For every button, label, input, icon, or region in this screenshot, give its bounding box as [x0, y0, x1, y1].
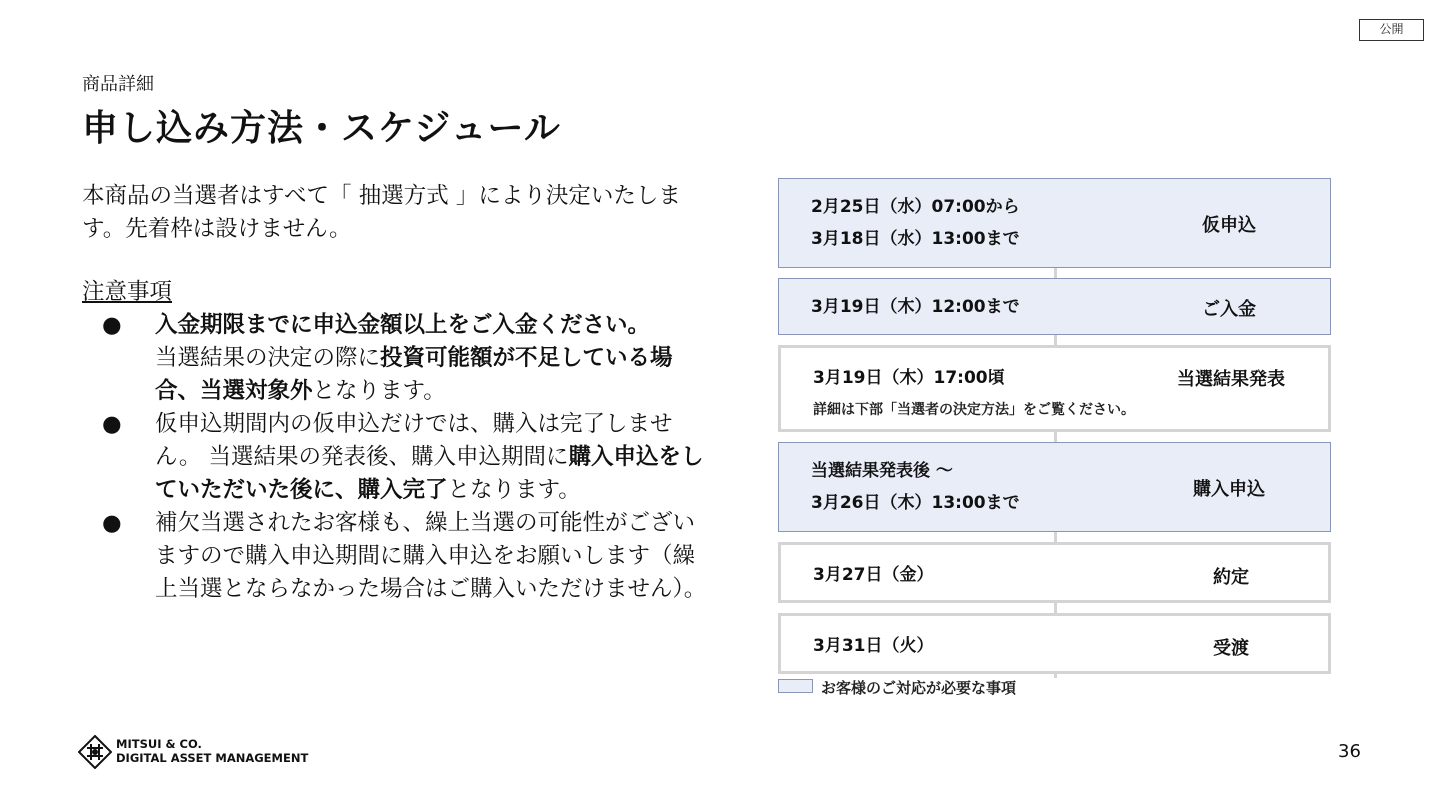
- schedule-date: 2月25日（水）07:00から: [811, 197, 1020, 217]
- note-text: 購入申込をしていただいた後に、購入完了: [155, 444, 704, 503]
- schedule-label: 仮申込: [1202, 215, 1256, 236]
- schedule-step: [778, 278, 1331, 335]
- note-text: 当選結果の決定の際に: [155, 345, 381, 371]
- page-number: 36: [1338, 741, 1361, 762]
- schedule-date: 3月27日（金）: [813, 565, 934, 585]
- bullet-icon: ●: [102, 312, 122, 338]
- schedule-label: 受渡: [1213, 638, 1249, 659]
- schedule-date: 3月19日（木）12:00まで: [811, 297, 1020, 317]
- page-title: 申し込み方法・スケジュール: [82, 108, 561, 149]
- logo-line-1: MITSUI & CO.: [116, 737, 202, 751]
- schedule-date: 当選結果発表後 〜: [811, 461, 953, 481]
- public-badge: 公開: [1359, 19, 1424, 41]
- note-text: 仮申込期間内の仮申込だけでは、購入は完了しません。 当選結果の発表後、購入申込期間に: [155, 411, 673, 470]
- schedule-date: 3月19日（木）17:00頃: [813, 368, 1005, 388]
- legend-swatch: [778, 679, 813, 693]
- schedule-step: [778, 613, 1331, 674]
- bullet-icon: ●: [102, 510, 122, 536]
- schedule-date: 3月26日（木）13:00まで: [811, 493, 1020, 513]
- schedule-step: [778, 345, 1331, 432]
- note-text: となります。: [447, 477, 581, 503]
- schedule-date: 3月18日（水）13:00まで: [811, 229, 1020, 249]
- schedule-date: 3月31日（火）: [813, 636, 934, 656]
- note-item: [82, 309, 717, 408]
- schedule-label: 購入申込: [1193, 479, 1265, 500]
- schedule-note: 詳細は下部「当選者の決定方法」をご覧ください。: [813, 402, 1135, 418]
- schedule-step: [778, 442, 1331, 532]
- notes-heading: 注意事項: [82, 279, 173, 305]
- note-item: [82, 408, 717, 507]
- note-text: 入金期限までに申込金額以上をご入金ください。: [155, 312, 651, 338]
- description-column: [82, 180, 717, 606]
- company-logo: [78, 735, 318, 771]
- schedule-label: ご入金: [1202, 299, 1256, 320]
- note-text: 補欠当選されたお客様も、繰上当選の可能性がございますので購入申込期間に購入申込をお願いします（繰上当選とならなかった場合はご購入いただけません）。: [155, 510, 707, 602]
- breadcrumb: 商品詳細: [82, 74, 154, 95]
- note-text: 投資可能額が不足している場合、当選対象外: [155, 345, 673, 404]
- logo-mark-icon: [78, 735, 112, 769]
- schedule-label: 当選結果発表: [1177, 369, 1285, 390]
- schedule-step: [778, 542, 1331, 603]
- schedule-step: [778, 178, 1331, 268]
- logo-line-2: DIGITAL ASSET MANAGEMENT: [116, 751, 309, 765]
- schedule-label: 約定: [1213, 567, 1249, 588]
- bullet-icon: ●: [102, 411, 122, 437]
- intro-text: 本商品の当選者はすべて「 抽選方式 」により決定いたします。先着枠は設けません。: [82, 183, 681, 242]
- legend-text: お客様のご対応が必要な事項: [821, 679, 1017, 697]
- notes-list: [82, 309, 717, 606]
- note-text: となります。: [312, 378, 446, 404]
- note-item: [82, 507, 717, 606]
